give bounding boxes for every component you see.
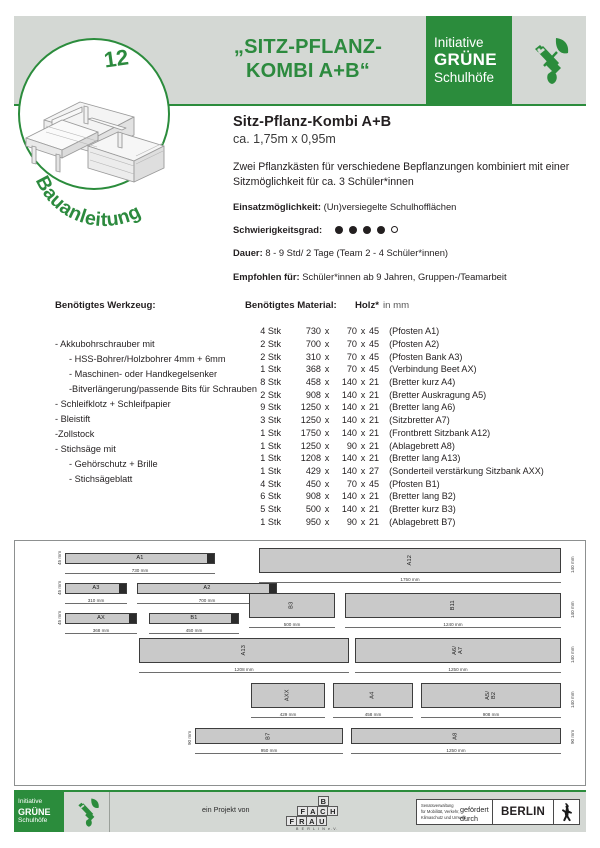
material-name: (Pfosten A2) (389, 339, 440, 350)
material-length: 1250 (300, 402, 321, 413)
tool-list-item: - Bleistift (55, 414, 91, 424)
tools-plant-icon (512, 16, 586, 104)
dimension-length-value: 368 mm (90, 628, 113, 633)
material-name: (Sonderteil verstärkung Sitzbank AXX) (389, 465, 544, 476)
cut-piece (351, 728, 561, 744)
cut-piece (421, 683, 561, 708)
material-qty: 4 Stk (260, 326, 281, 337)
cut-piece-label: A1 (136, 555, 144, 562)
material-qty: 1 Stk (260, 440, 281, 451)
material-length: 1208 (300, 453, 321, 464)
senate-line-2: für Mobilität, Verkehr, (421, 809, 460, 815)
material-name: (Bretter lang A6) (389, 402, 456, 413)
page-title (190, 16, 426, 104)
material-times: x (360, 364, 366, 375)
material-width: 90 (346, 516, 357, 527)
material-row (245, 515, 544, 528)
initiative-logo-badge (426, 16, 512, 104)
cut-piece-label: A13 (240, 645, 247, 656)
tool-list-item: - Stichsäge mit (55, 444, 116, 454)
dimension-height: 90 mm (187, 730, 192, 745)
meta-dauer (233, 246, 583, 259)
project-by-label: ein Projekt von (202, 805, 250, 814)
difficulty-rating (335, 226, 398, 234)
cut-piece-label: A8 (452, 732, 459, 740)
material-name: (Pfosten Bank A3) (389, 351, 463, 362)
material-width: 70 (346, 478, 357, 489)
material-qty: 1 Stk (260, 364, 281, 375)
material-thickness: 21 (369, 503, 380, 514)
materials-heading-row (245, 300, 590, 311)
dimension-length (333, 712, 413, 717)
cut-piece-label: B7 (265, 732, 272, 740)
material-qty: 1 Stk (260, 427, 281, 438)
material-times: x (324, 465, 330, 476)
dimension-length-value: 429 mm (277, 712, 300, 717)
material-name: (Bretter kurz B3) (389, 503, 456, 514)
tool-list-item: - Gehörschutz + Brille (69, 459, 158, 469)
material-row (245, 414, 544, 427)
footer-logo-line-1: Initiative (18, 798, 43, 806)
material-qty: 4 Stk (260, 478, 281, 489)
material-name: (Pfosten A1) (389, 326, 440, 337)
dimension-length-value: 1250 mm (443, 748, 468, 753)
cut-piece-label: AX (97, 615, 105, 622)
material-thickness: 21 (369, 516, 380, 527)
dimension-length (149, 628, 239, 633)
cut-piece (333, 683, 413, 708)
cut-piece (139, 638, 349, 663)
footer-band (14, 790, 586, 832)
material-qty: 5 Stk (260, 503, 281, 514)
material-row (245, 503, 544, 516)
material-qty: 9 Stk (260, 402, 281, 413)
cut-piece-label: A4 (369, 691, 376, 700)
cut-piece (251, 683, 325, 708)
material-thickness: 45 (369, 364, 380, 375)
einsatz-value: (Un)versiegelte Schulhofflächen (323, 201, 457, 213)
material-times: x (324, 516, 330, 527)
bfach-berlin-label: B E R L I N e.V. (296, 827, 339, 831)
material-name: (Ablagebrett A8) (389, 440, 455, 451)
bfach-cell: A (306, 816, 317, 826)
bfach-row-2 (296, 806, 339, 816)
dimension-length (259, 577, 561, 582)
dimension-length-value: 730 mm (129, 568, 152, 573)
bfach-cell: A (307, 806, 318, 816)
difficulty-label: Schwierigkeitsgrad: (233, 224, 323, 236)
material-row (245, 452, 544, 465)
material-thickness: 21 (369, 389, 380, 400)
title-line-1: „SITZ-PFLANZ- (233, 35, 383, 58)
material-length: 1250 (300, 440, 321, 451)
intro-section (233, 114, 583, 283)
material-times: x (324, 478, 330, 489)
material-times: x (360, 415, 366, 426)
material-thickness: 27 (369, 465, 380, 476)
materials-section (245, 300, 590, 528)
cut-piece-label: A6/ A7 (451, 646, 464, 655)
logo-line-2: GRÜNE (434, 50, 497, 70)
material-qty: 3 Stk (260, 415, 281, 426)
dimension-length (65, 628, 137, 633)
cut-piece-label: A2 (203, 585, 211, 592)
material-width: 140 (341, 503, 357, 514)
material-times: x (324, 389, 330, 400)
dimension-length-value: 450 mm (183, 628, 206, 633)
title-line-2: KOMBI A+B“ (245, 60, 371, 82)
material-qty: 1 Stk (260, 516, 281, 527)
footer-funder-logos (416, 792, 586, 832)
material-times: x (360, 351, 366, 362)
material-times: x (360, 326, 366, 337)
material-times: x (360, 516, 366, 527)
cut-piece (65, 613, 137, 624)
materials-table (245, 325, 544, 528)
bfach-row-1 (296, 796, 339, 806)
material-length: 908 (305, 491, 321, 502)
material-times: x (360, 377, 366, 388)
cut-piece-label: B1 (190, 615, 198, 622)
material-row (245, 325, 544, 338)
tool-list-item: - Stichsägeblatt (69, 474, 133, 484)
senate-line-1: Senatsverwaltung (421, 803, 454, 809)
material-width: 70 (346, 339, 357, 350)
svg-text:Bauanleitung: Bauanleitung (31, 172, 145, 232)
material-width: 70 (346, 326, 357, 337)
project-description: Zwei Pflanzkästen für verschiedene Bepflanzungen kombiniert mit einer Sitzmöglichkeit für ca. 3 Schüler*innen (233, 161, 570, 189)
dimension-length (139, 667, 349, 672)
material-times: x (324, 377, 330, 388)
material-times: x (324, 491, 330, 502)
funded-by-label: gefördert durch (460, 805, 489, 823)
dimension-length-value: 1208 mm (231, 667, 256, 672)
difficulty-dot (335, 226, 343, 234)
footer-logo-line-2: GRÜNE (18, 806, 51, 817)
dimension-length (65, 568, 215, 573)
bfach-cell: R (296, 816, 307, 826)
material-times: x (324, 415, 330, 426)
material-length: 450 (305, 478, 321, 489)
cut-piece (65, 583, 127, 594)
material-times: x (360, 389, 366, 400)
dimension-length-value: 500 mm (281, 622, 304, 627)
material-qty: 1 Stk (260, 465, 281, 476)
cut-piece (149, 613, 239, 624)
tools-list (55, 337, 257, 487)
dimension-length-value: 700 mm (196, 598, 219, 603)
cut-piece-label: A3 (92, 585, 100, 592)
senate-line-3: Klimaschutz und Umwelt (421, 814, 466, 820)
dimension-length-value: 908 mm (480, 712, 503, 717)
bfach-cell: F (286, 816, 297, 826)
dimension-length (65, 598, 127, 603)
material-times: x (324, 351, 330, 362)
difficulty-dot (377, 226, 385, 234)
material-length: 730 (305, 326, 321, 337)
cut-piece-label: B11 (449, 600, 456, 611)
material-row (245, 477, 544, 490)
material-name: (Pfosten B1) (389, 478, 440, 489)
cut-piece-label: A5/ B2 (484, 691, 497, 700)
empfohlen-value: Schüler*innen ab 9 Jahren, Gruppen-/Teamarbeit (302, 270, 507, 282)
cut-piece-label: B3 (288, 601, 295, 610)
material-width: 140 (341, 377, 357, 388)
material-row (245, 338, 544, 351)
dimension-length-value: 310 mm (85, 598, 108, 603)
bfach-cell: F (297, 806, 308, 816)
cut-piece (65, 553, 215, 564)
meta-difficulty (233, 223, 583, 236)
material-thickness: 45 (369, 478, 380, 489)
material-times: x (360, 453, 366, 464)
cut-piece (195, 728, 343, 744)
material-times: x (360, 339, 366, 350)
material-length: 429 (305, 465, 321, 476)
material-times: x (324, 364, 330, 375)
material-row (245, 465, 544, 478)
material-times: x (324, 427, 330, 438)
cut-piece-label: A12 (406, 555, 413, 566)
berlin-bear-icon (554, 799, 580, 825)
material-thickness: 21 (369, 427, 380, 438)
material-name: (Sitzbretter A7) (389, 415, 450, 426)
dimension-height: 45 mm (57, 550, 62, 565)
material-qty: 1 Stk (260, 453, 281, 464)
material-name: (Bretter Auskragung A5) (389, 389, 487, 400)
tool-list-item: -Zollstock (55, 429, 95, 439)
material-width: 90 (346, 440, 357, 451)
material-length: 950 (305, 516, 321, 527)
material-times: x (324, 440, 330, 451)
dimension-length-value: 1240 mm (440, 622, 465, 627)
material-width: 70 (346, 364, 357, 375)
material-length: 368 (305, 364, 321, 375)
material-times: x (324, 503, 330, 514)
cut-piece (259, 548, 561, 573)
material-width: 140 (341, 415, 357, 426)
material-thickness: 21 (369, 440, 380, 451)
material-row (245, 363, 544, 376)
material-times: x (360, 427, 366, 438)
tool-list-item: - Akkubohrschrauber mit (55, 339, 155, 349)
cut-piece (355, 638, 561, 663)
material-width: 70 (346, 351, 357, 362)
dimension-height: 140 mm (570, 601, 575, 618)
material-thickness: 45 (369, 326, 380, 337)
material-length: 458 (305, 377, 321, 388)
dimension-length-value: 1250 mm (445, 667, 470, 672)
material-row (245, 427, 544, 440)
dauer-value: 8 - 9 Std/ 2 Tage (Team 2 - 4 Schüler*innen) (265, 247, 449, 259)
cut-piece (345, 593, 561, 618)
bfachfrau-logo (289, 796, 339, 831)
cover-illustration (18, 24, 184, 232)
dimension-length (351, 748, 561, 753)
material-times: x (360, 440, 366, 451)
tools-section (55, 300, 257, 487)
dimension-height: 140 mm (570, 556, 575, 573)
material-width: 140 (341, 402, 357, 413)
material-qty: 6 Stk (260, 491, 281, 502)
material-row (245, 439, 544, 452)
dimension-length (249, 622, 335, 627)
difficulty-dot (363, 226, 371, 234)
material-length: 310 (305, 351, 321, 362)
dimension-length-value: 1750 mm (397, 577, 422, 582)
logo-line-3: Schulhöfe (434, 69, 495, 85)
material-row (245, 388, 544, 401)
cut-piece-label: AXX (284, 689, 291, 702)
dimension-length (195, 748, 343, 753)
material-name: (Bretter lang B2) (389, 491, 456, 502)
einsatz-label: Einsatzmöglichkeit: (233, 201, 322, 213)
dimension-height: 140 mm (570, 691, 575, 708)
material-times: x (360, 402, 366, 413)
bfach-cell: H (327, 806, 338, 816)
tool-list-item: - HSS-Bohrer/Holzbohrer 4mm + 6mm (69, 354, 226, 364)
material-times: x (324, 453, 330, 464)
tool-list-item: - Maschinen- oder Handkegelsenker (69, 369, 218, 379)
tools-heading: Benötigtes Werkzeug: (55, 300, 156, 311)
materials-heading: Benötigtes Material: (245, 300, 337, 311)
material-length: 1750 (300, 427, 321, 438)
material-thickness: 21 (369, 377, 380, 388)
material-times: x (360, 478, 366, 489)
footer-logo-line-3: Schulhöfe (18, 817, 48, 825)
material-thickness: 21 (369, 491, 380, 502)
material-name: (Ablagebrett B7) (389, 516, 456, 527)
dimension-length (345, 622, 561, 627)
tool-list-item: -Bitverlängerung/passende Bits für Schrauben (69, 384, 257, 394)
material-times: x (324, 402, 330, 413)
dimension-height: 45 mm (57, 580, 62, 595)
material-times: x (360, 491, 366, 502)
material-name: (Bretter kurz A4) (389, 377, 456, 388)
materials-material-label: Holz* (355, 300, 379, 311)
bfach-cell: U (316, 816, 327, 826)
material-thickness: 21 (369, 415, 380, 426)
material-width: 140 (341, 453, 357, 464)
dimension-length (421, 712, 561, 717)
footer-initiative-logo (14, 792, 64, 832)
project-dimensions: ca. 1,75m x 0,95m (233, 132, 336, 146)
material-times: x (360, 465, 366, 476)
difficulty-dot (349, 226, 357, 234)
difficulty-dot (391, 226, 398, 233)
dimension-length-value: 458 mm (362, 712, 385, 717)
material-length: 700 (305, 339, 321, 350)
material-name: (Verbindung Beet AX) (389, 364, 477, 375)
material-times: x (324, 326, 330, 337)
project-title: Sitz-Pflanz-Kombi A+B (233, 114, 392, 130)
bauanleitung-curved-caption (14, 76, 190, 252)
plan-number: 12 (102, 44, 131, 73)
dimension-height: 45 mm (57, 610, 62, 625)
bfach-row-3 (289, 816, 339, 826)
material-width: 140 (341, 465, 357, 476)
bfach-cell-b: B (318, 796, 329, 806)
material-qty: 8 Stk (260, 377, 281, 388)
footer-tools-plant-icon (64, 792, 110, 832)
meta-einsatz (233, 200, 583, 213)
dimension-length (355, 667, 561, 672)
meta-empfohlen (233, 270, 583, 283)
material-qty: 2 Stk (260, 351, 281, 362)
dauer-label: Dauer: (233, 247, 263, 259)
dimension-length-value: 950 mm (258, 748, 281, 753)
logo-line-1: Initiative (434, 35, 484, 51)
cut-piece (249, 593, 335, 618)
empfohlen-label: Empfohlen für: (233, 270, 300, 282)
material-row (245, 376, 544, 389)
material-thickness: 21 (369, 402, 380, 413)
cutting-diagram (14, 540, 586, 786)
material-name: (Frontbrett Sitzbank A12) (389, 427, 491, 438)
material-times: x (360, 503, 366, 514)
tool-list-item: - Schleifklotz + Schleifpapier (55, 399, 171, 409)
material-thickness: 45 (369, 339, 380, 350)
material-qty: 2 Stk (260, 339, 281, 350)
material-qty: 2 Stk (260, 389, 281, 400)
material-width: 140 (341, 389, 357, 400)
dimension-height: 140 mm (570, 646, 575, 663)
berlin-wordmark: BERLIN (492, 799, 554, 825)
material-times: x (324, 339, 330, 350)
materials-unit-label: in mm (382, 300, 410, 311)
material-row (245, 490, 544, 503)
material-width: 140 (341, 427, 357, 438)
dimension-length (251, 712, 325, 717)
bfach-cell: C (317, 806, 328, 816)
material-row (245, 350, 544, 363)
material-thickness: 45 (369, 351, 380, 362)
material-length: 908 (305, 389, 321, 400)
material-length: 1250 (300, 415, 321, 426)
material-width: 140 (341, 491, 357, 502)
dimension-height: 90 mm (570, 729, 575, 744)
material-row (245, 401, 544, 414)
material-name: (Bretter lang A13) (389, 453, 461, 464)
material-thickness: 21 (369, 453, 380, 464)
material-length: 500 (305, 503, 321, 514)
